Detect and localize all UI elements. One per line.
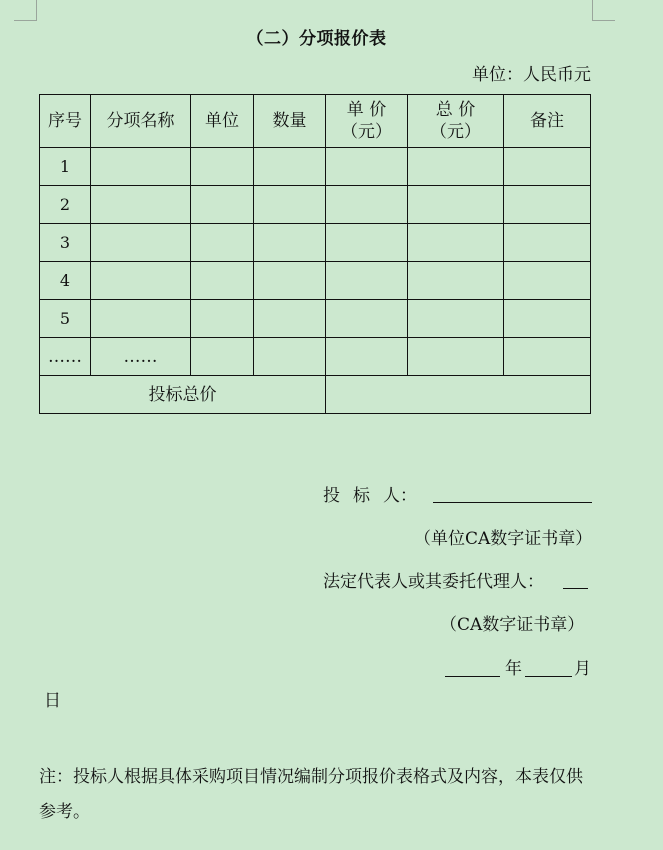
header-unit-price — [326, 95, 408, 148]
representative-signature-line[interactable] — [563, 568, 588, 589]
bidder-signature-line[interactable] — [433, 482, 592, 503]
row-seq: 4 — [40, 262, 91, 300]
row-total-price[interactable] — [408, 186, 504, 224]
header-item-name: 分项名称 — [91, 95, 191, 148]
itemized-quotation-table — [39, 94, 591, 414]
row-unit[interactable] — [191, 224, 254, 262]
row-quantity[interactable] — [254, 186, 326, 224]
row-quantity[interactable] — [254, 224, 326, 262]
year-blank[interactable] — [445, 656, 500, 677]
row-unit-price[interactable] — [326, 186, 408, 224]
row-unit[interactable] — [191, 338, 254, 376]
row-unit[interactable] — [191, 186, 254, 224]
header-remarks: 备注 — [504, 95, 591, 148]
row-seq: 1 — [40, 148, 91, 186]
header-total-price-line2: （元） — [430, 122, 481, 142]
header-unit: 单位 — [191, 95, 254, 148]
table-row — [40, 262, 591, 300]
table-row — [40, 148, 591, 186]
table-row — [40, 186, 591, 224]
bidder-label-end: 人： — [383, 486, 417, 506]
row-total-price[interactable] — [408, 300, 504, 338]
row-unit[interactable] — [191, 148, 254, 186]
row-remarks[interactable] — [504, 148, 591, 186]
footnote: 注：投标人根据具体采购项目情况编制分项报价表格式及内容，本表仅供参考。 — [39, 767, 583, 822]
table-row — [40, 224, 591, 262]
row-item-name[interactable] — [91, 186, 191, 224]
row-item-name[interactable] — [91, 300, 191, 338]
representative-label: 法定代表人或其委托代理人： — [323, 572, 544, 592]
row-item-name[interactable] — [91, 148, 191, 186]
header-total-price-line1: 总 价 — [435, 100, 476, 120]
row-remarks[interactable] — [504, 224, 591, 262]
year-label: 年 — [505, 659, 522, 679]
row-quantity[interactable] — [254, 148, 326, 186]
row-total-price[interactable] — [408, 338, 504, 376]
day-label: 日 — [44, 691, 61, 711]
row-seq: …… — [40, 338, 91, 376]
table-row — [40, 300, 591, 338]
table-total-row — [40, 376, 591, 414]
row-remarks[interactable] — [504, 338, 591, 376]
row-unit[interactable] — [191, 262, 254, 300]
row-seq: 3 — [40, 224, 91, 262]
header-unit-price-line1: 单 价 — [346, 100, 387, 120]
month-blank[interactable] — [525, 656, 572, 677]
total-price-value[interactable] — [326, 376, 591, 414]
representative-stamp-note: （CA数字证书章） — [440, 615, 585, 635]
row-unit-price[interactable] — [326, 300, 408, 338]
row-quantity[interactable] — [254, 300, 326, 338]
month-label: 月 — [574, 659, 591, 679]
bidder-stamp-note: （单位CA数字证书章） — [414, 529, 593, 549]
page-corner-mark-left — [14, 0, 37, 21]
row-item-name[interactable] — [91, 262, 191, 300]
row-total-price[interactable] — [408, 262, 504, 300]
row-remarks[interactable] — [504, 186, 591, 224]
row-seq: 5 — [40, 300, 91, 338]
row-unit-price[interactable] — [326, 262, 408, 300]
row-unit-price[interactable] — [326, 338, 408, 376]
row-quantity[interactable] — [254, 338, 326, 376]
currency-unit-line: 单位：人民币元 — [472, 65, 591, 85]
bidder-label — [323, 481, 417, 506]
table-header-row — [40, 95, 591, 148]
row-unit-price[interactable] — [326, 148, 408, 186]
row-unit[interactable] — [191, 300, 254, 338]
row-item-name[interactable] — [91, 224, 191, 262]
page-corner-mark-right — [592, 0, 615, 21]
row-quantity[interactable] — [254, 262, 326, 300]
bidder-label-chars: 投标 — [323, 486, 383, 506]
header-seq: 序号 — [40, 95, 91, 148]
table-row — [40, 338, 591, 376]
row-total-price[interactable] — [408, 224, 504, 262]
header-quantity: 数量 — [254, 95, 326, 148]
total-price-label: 投标总价 — [40, 376, 326, 414]
row-unit-price[interactable] — [326, 224, 408, 262]
header-unit-price-line2: （元） — [341, 122, 392, 142]
row-seq: 2 — [40, 186, 91, 224]
row-item-name[interactable]: …… — [91, 338, 191, 376]
header-total-price — [408, 95, 504, 148]
row-remarks[interactable] — [504, 262, 591, 300]
row-remarks[interactable] — [504, 300, 591, 338]
row-total-price[interactable] — [408, 148, 504, 186]
document-title: （二）分项报价表 — [246, 29, 387, 49]
